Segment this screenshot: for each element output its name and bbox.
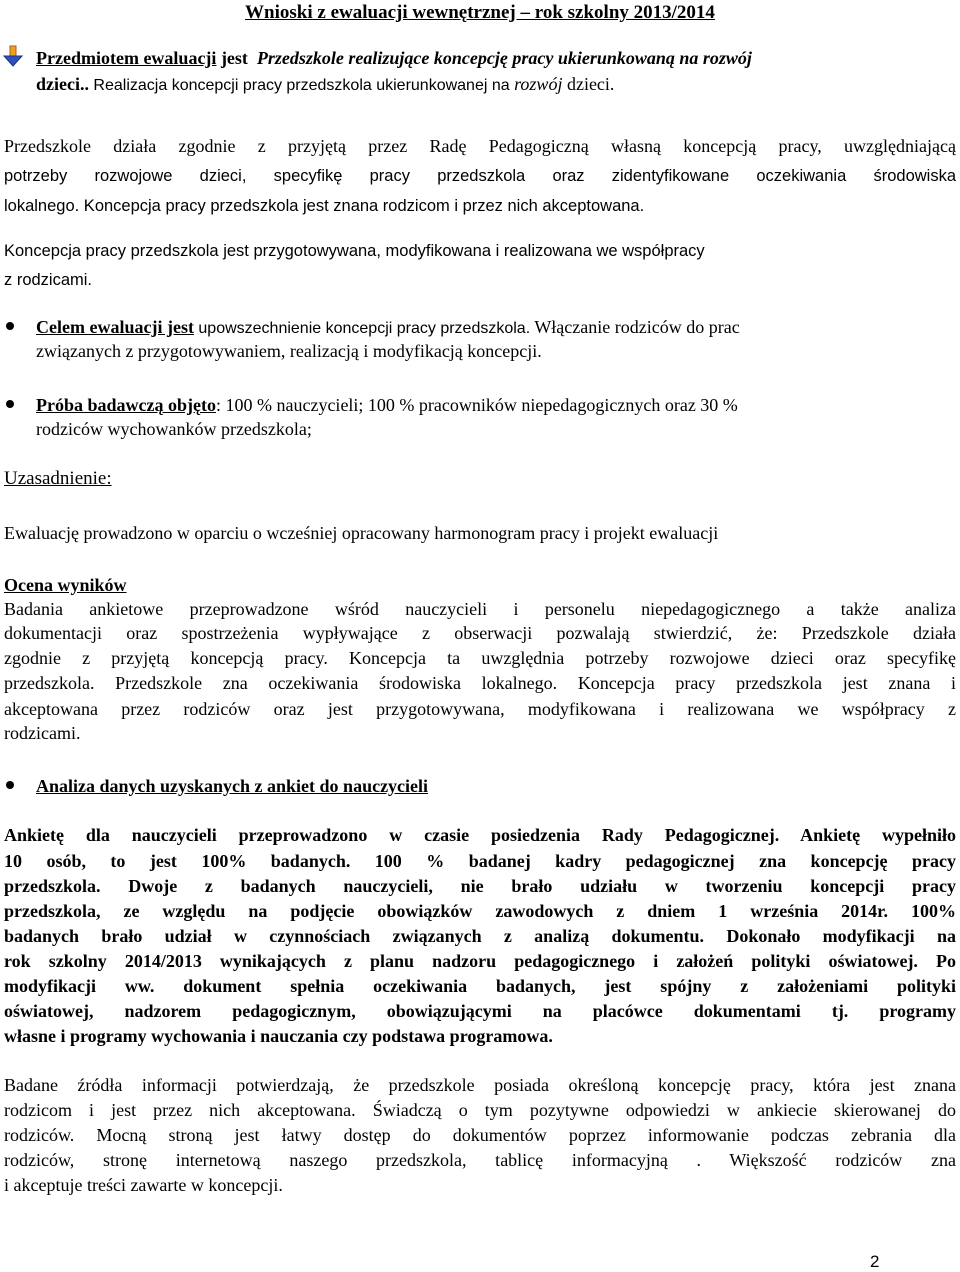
sample-line-1: Próba badawczą objęto: 100 % nauczycieli; 100 % pracowników niepedagogicznych oraz 30 % <box>36 395 738 415</box>
bullet-icon <box>6 400 14 408</box>
bullet-icon <box>6 781 14 789</box>
analysis-line-8: oświatowej, nadzorem pedagogicznym, obowiązującymi na placówce dokumentami tj. programy <box>4 1001 956 1021</box>
bullet-icon <box>6 322 14 330</box>
goal-line-2: związanych z przygotowywaniem, realizacją i modyfikacją koncepcji. <box>36 341 542 361</box>
results-line-3: zgodnie z przyjętą koncepcją pracy. Koncepcja ta uwzględnia potrzeby rozwojowe dzieci oraz specyfikę <box>4 648 956 668</box>
sample-line-2: rodziców wychowanków przedszkola; <box>36 419 312 439</box>
results-line-1: Badania ankietowe przeprowadzone wśród nauczycieli i personelu niepedagogicznego a także analiza <box>4 599 956 619</box>
results-line-2: dokumentacji oraz spostrzeżenia wypływające z obserwacji pozwalają stwierdzić, że: Przedszkole działa <box>4 623 956 643</box>
subject-line-2: dzieci.. Realizacja koncepcji pracy przedszkola ukierunkowanej na rozwój dzieci. <box>36 74 615 94</box>
intro-p2-line-1: Koncepcja pracy przedszkola jest przygotowywana, modyfikowana i realizowana we współpracy <box>4 242 705 260</box>
sources-line-1: Badane źródła informacji potwierdzają, że przedszkole posiada określoną koncepcję pracy, która jest znana <box>4 1075 956 1095</box>
goal-label: Celem ewaluacji jest <box>36 317 194 337</box>
analysis-line-2: 10 osób, to jest 100% badanych. 100 % badanej kadry pedagogicznej zna koncepcję pracy <box>4 851 956 871</box>
results-line-5: akceptowana przez rodziców oraz jest przygotowywana, modyfikowana i realizowana we współpracy z <box>4 699 956 719</box>
page-number: 2 <box>870 1252 880 1271</box>
page-title: Wnioski z ewaluacji wewnętrznej – rok szkolny 2013/2014 <box>245 2 715 23</box>
analysis-line-7: modyfikacji ww. dokument spełnia oczekiwania badanych, jest spójny z założeniami polityki <box>4 976 956 996</box>
analysis-line-4: przedszkola, ze względu na podjęcie obowiązków zawodowych z dniem 1 września 2014r. 100% <box>4 901 956 921</box>
sample-label: Próba badawczą objęto <box>36 395 216 415</box>
sources-line-2: rodzicom i jest przez nich akceptowana. Świadczą o tym pozytywne odpowiedzi w ankiecie skierowanej do <box>4 1100 956 1120</box>
sources-line-4: rodziców, stronę internetową naszego przedszkola, tablicę informacyjną . Większość rodziców zna <box>4 1150 956 1170</box>
analysis-line-5: badanych brało udział w czynnościach związanych z analizą dokumentu. Dokonało modyfikacji na <box>4 926 956 946</box>
results-last-line: rodzicami. <box>4 723 81 743</box>
results-line-4: przedszkola. Przedszkole zna oczekiwania środowiska lokalnego. Koncepcja pracy przedszkola jest znana i <box>4 673 956 693</box>
subject-line-1 <box>36 46 956 70</box>
analysis-last-line: własne i programy wychowania i nauczania czy podstawa programowa. <box>4 1026 553 1046</box>
results-heading: Ocena wyników <box>4 575 127 595</box>
subject-value: Przedszkole realizujące koncepcję pracy ukierunkowaną na rozwój <box>256 48 752 68</box>
sources-line-3: rodziców. Mocną stroną jest łatwy dostęp do dokumentów poprzez informowanie podczas zebrania dla <box>4 1125 956 1145</box>
intro-p2-line-2: z rodzicami. <box>4 271 93 289</box>
sources-last-line: i akceptuje treści zawarte w koncepcji. <box>4 1175 283 1195</box>
arrow-down-bullet-icon <box>2 44 24 68</box>
analysis-line-1: Ankietę dla nauczycieli przeprowadzono w czasie posiedzenia Rady Pedagogicznej. Ankietę wypełniło <box>4 825 956 845</box>
analysis-heading: Analiza danych uzyskanych z ankiet do nauczycieli <box>36 776 429 796</box>
intro-line-2: potrzeby rozwojowe dzieci, specyfikę pracy przedszkola oraz zidentyfikowane oczekiwania środowiska <box>4 167 956 185</box>
goal-line-1: Celem ewaluacji jest upowszechnienie koncepcji pracy przedszkola. Włączanie rodziców do prac <box>36 317 740 337</box>
intro-line-1: Przedszkole działa zgodnie z przyjętą przez Radę Pedagogiczną własną koncepcją pracy, uwzględniającą <box>4 136 956 156</box>
analysis-line-6: rok szkolny 2014/2013 wynikających z planu nadzoru pedagogicznego i założeń polityki oświatowej. Po <box>4 951 956 971</box>
justification-text: Ewaluację prowadzono w oparciu o wcześniej opracowany harmonogram pracy i projekt ewaluacji <box>4 523 719 543</box>
subject-jest: jest <box>220 48 248 68</box>
justification-heading: Uzasadnienie: <box>4 468 112 489</box>
subject-label: Przedmiotem ewaluacji <box>36 48 217 68</box>
analysis-line-3: przedszkola. Dwoje z badanych nauczycieli, nie brało udziału w tworzeniu koncepcji pracy <box>4 876 956 896</box>
intro-line-3: lokalnego. Koncepcja pracy przedszkola jest znana rodzicom i przez nich akceptowana. <box>4 197 645 215</box>
